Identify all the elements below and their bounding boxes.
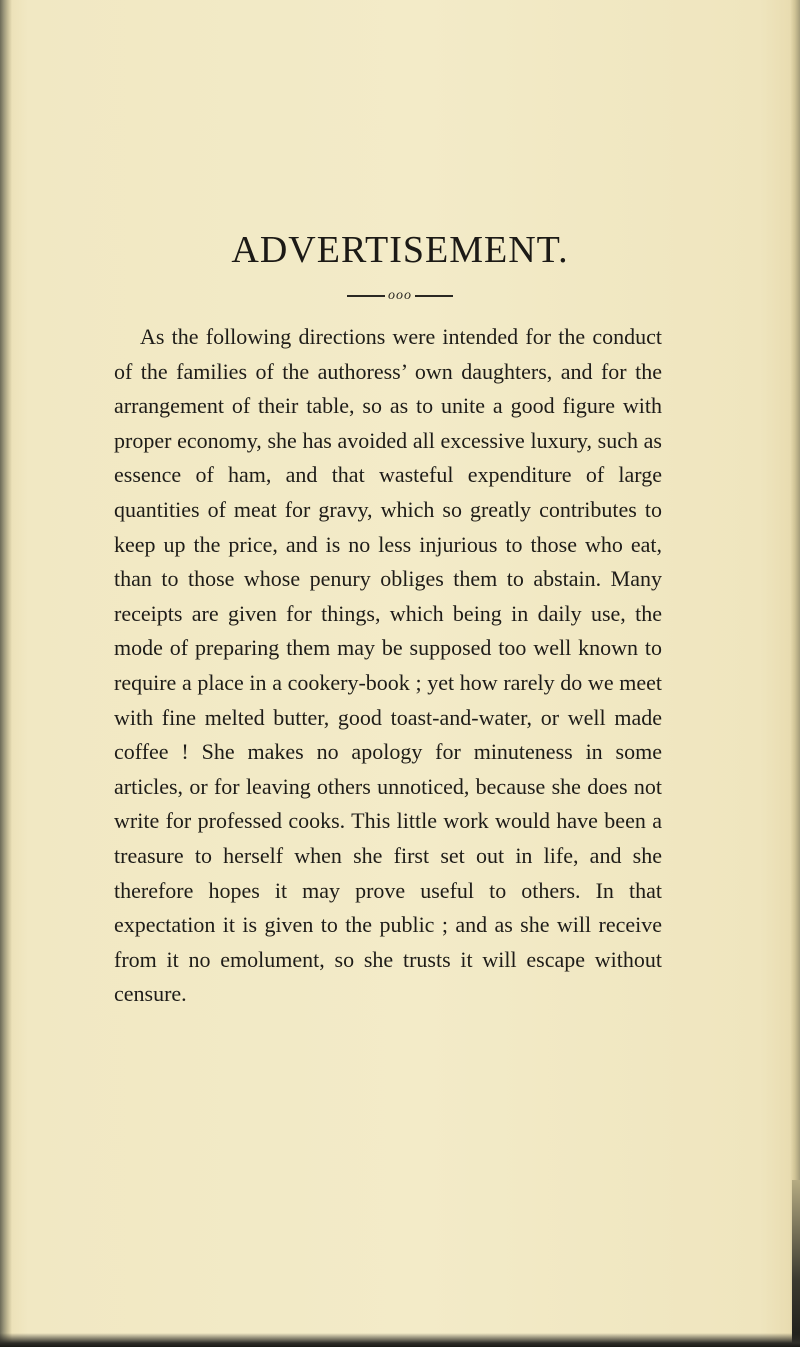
page-edge-shadow (790, 0, 800, 1347)
page-bottom-edge (0, 1333, 800, 1347)
page-title: ADVERTISEMENT. (231, 229, 569, 271)
ornament-text: ooo (388, 288, 412, 303)
advertisement-paragraph: As the following directions were intended for the conduct of the families of the authoress’ own daughters, and for the arrangement of their table, so as to unite a good figure with proper economy, she has avoided all excessive luxury, such as essence of ham, and that wasteful expenditure of large quantities of meat for gravy, which so greatly contributes to keep up the price, and is no less injurious to those who eat, than to those whose penury obliges them to abstain. Many receipts are given for things, which being in daily use, the mode of preparing them may be supposed too well known to require a place in a cookery-book ; yet how rarely do we meet with fine melted butter, good toast-and-water, or well made coffee ! She makes no apology for minuteness in some articles, or for leaving others unnoticed, because she does not write for professed cooks. This little work would have been a treasure to herself when she first set out in life, and she therefore hopes it may prove useful to others. In that expectation it is given to the public ; and as she will receive from it no emolument, so she trusts it will escape without censure. (114, 324, 662, 1007)
page-binding-shadow (0, 0, 12, 1347)
ornament-rule-right (415, 295, 453, 296)
title-ornament (0, 288, 800, 304)
page-corner-shadow (792, 1180, 800, 1347)
ornament-rule-left (347, 295, 385, 296)
